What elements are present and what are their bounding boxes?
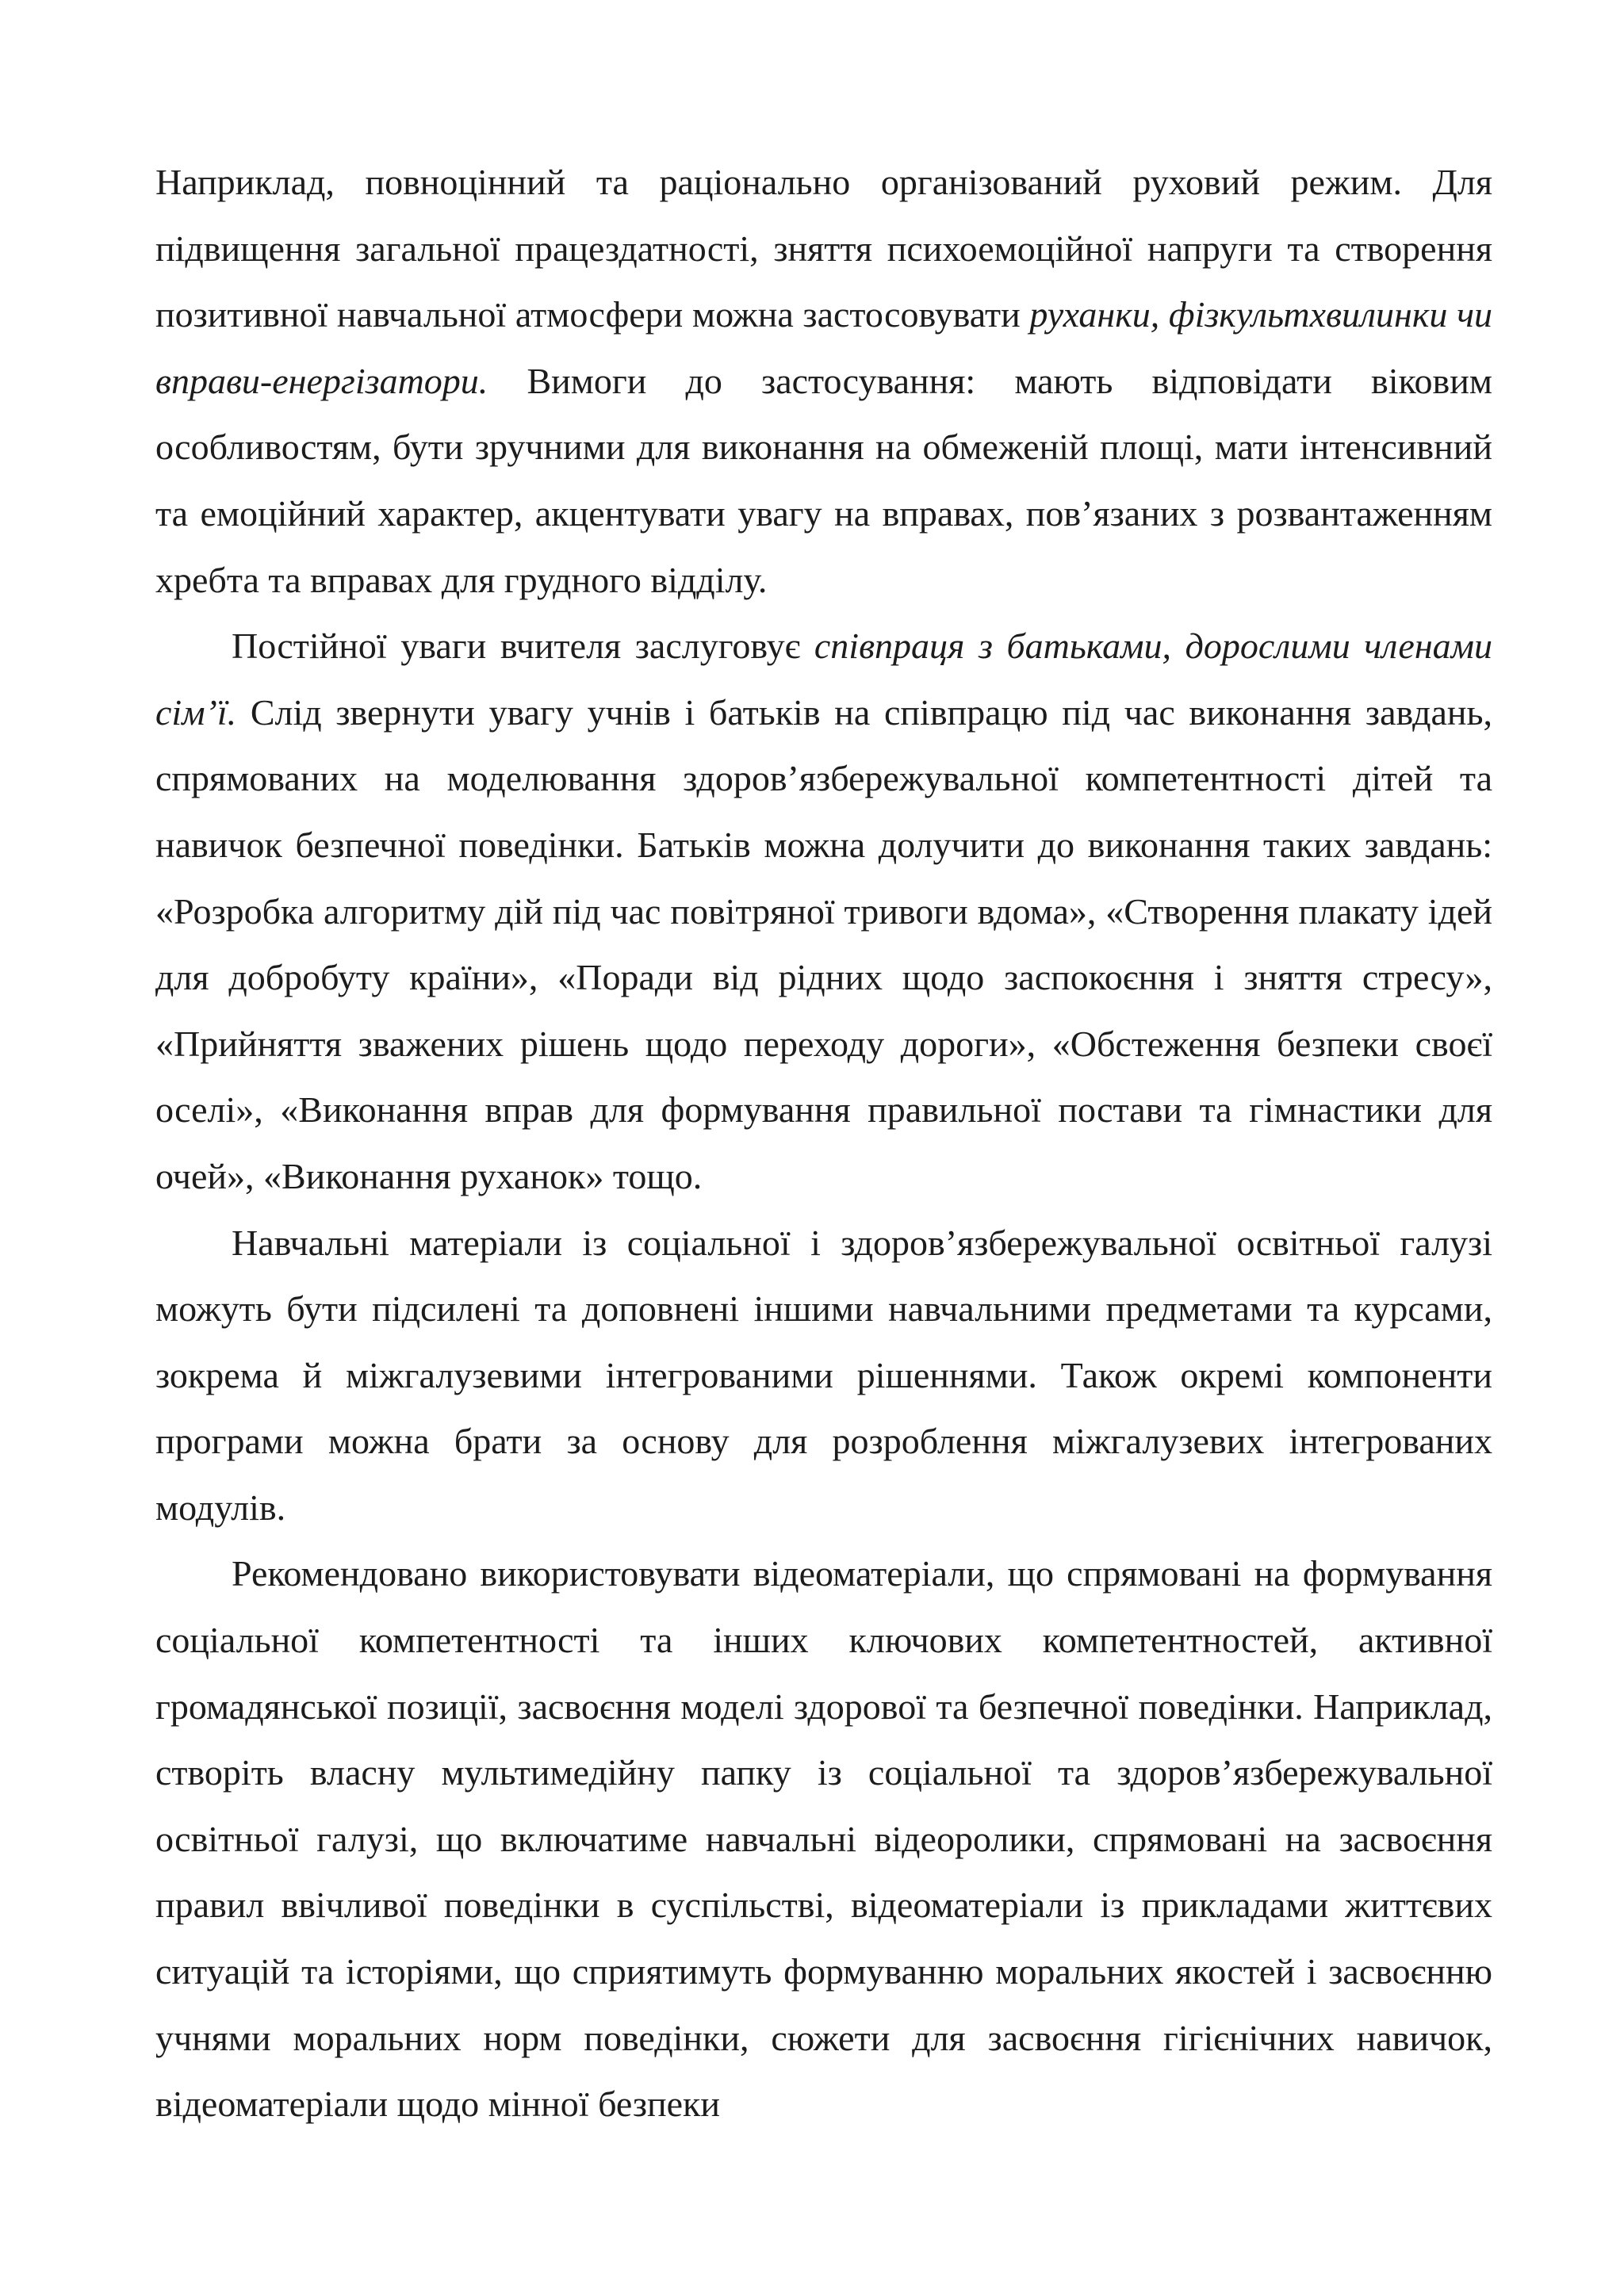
paragraph-1-text-a: Наприклад, повноцінний та раціонально організований руховий режим. Для підвищення загальної працездатності, зняття психоемоційної напруги та створення позитивної навчальної атмосфери можна застосовувати: [155, 162, 1492, 335]
paragraph-1-text-b: Вимоги до застосування: мають відповідати віковим особливостям, бути зручними для виконання на обмеженій площі, мати інтенсивний та емоційний характер, акцентувати увагу на вправах, пов’язаних з розвантаженням хребта та вправах для грудного відділу.: [155, 360, 1492, 600]
paragraph-3: [155, 1210, 1492, 1541]
paragraph-1-italic-term: руханки, фізкультхвилинки чи вправи-енергізатори.: [155, 294, 1493, 401]
paragraph-2: [155, 613, 1492, 1209]
paragraph-2-italic-term: співпраця з батьками, дорослими членами сім’ї.: [155, 626, 1493, 733]
paragraph-3-text: Навчальні матеріали із соціальної і здоров’язбережувальної освітньої галузі можуть бути підсилені та доповнені іншими навчальними предметами та курсами, зокрема й міжгалузевими інтегрованими рішеннями. Також окремі компоненти програми можна брати за основу для розроблення міжгалузевих інтегрованих модулів.: [155, 1222, 1492, 1528]
paragraph-1: [155, 149, 1492, 613]
paragraph-2-text-a: Постійної уваги вчителя заслуговує: [232, 626, 814, 667]
paragraph-2-text-b: Слід звернути увагу учнів і батьків на співпрацю під час виконання завдань, спрямованих на моделювання здоров’язбережувальної компетентності дітей та навичок безпечної поведінки. Батьків можна долучити до виконання таких завдань: «Розробка алгоритму дій під час повітряної тривоги вдома», «Створення плакату ідей для добробуту країни», «Поради від рідних щодо заспокоєння і зняття стресу», «Прийняття зважених рішень щодо переходу дороги», «Обстеження безпеки своєї оселі», «Виконання вправ для формування правильної постави та гімнастики для очей», «Виконання руханок» тощо.: [155, 691, 1492, 1196]
paragraph-4-text: Рекомендовано використовувати відеоматеріали, що спрямовані на формування соціальної компетентності та інших ключових компетентностей, активної громадянської позиції, засвоєння моделі здорової та безпечної поведінки. Наприклад, створіть власну мультимедійну папку із соціальної та здоров’язбережувальної освітньої галузі, що включатиме навчальні відеоролики, спрямовані на засвоєння правил ввічливої поведінки в суспільстві, відеоматеріали із прикладами життєвих ситуацій та історіями, що сприятимуть формуванню моральних якостей і засвоєнню учнями моральних норм поведінки, сюжети для засвоєння гігієнічних навичок, відеоматеріали щодо мінної безпеки: [155, 1553, 1492, 2125]
document-body: [155, 149, 1492, 2137]
paragraph-4: [155, 1540, 1492, 2137]
